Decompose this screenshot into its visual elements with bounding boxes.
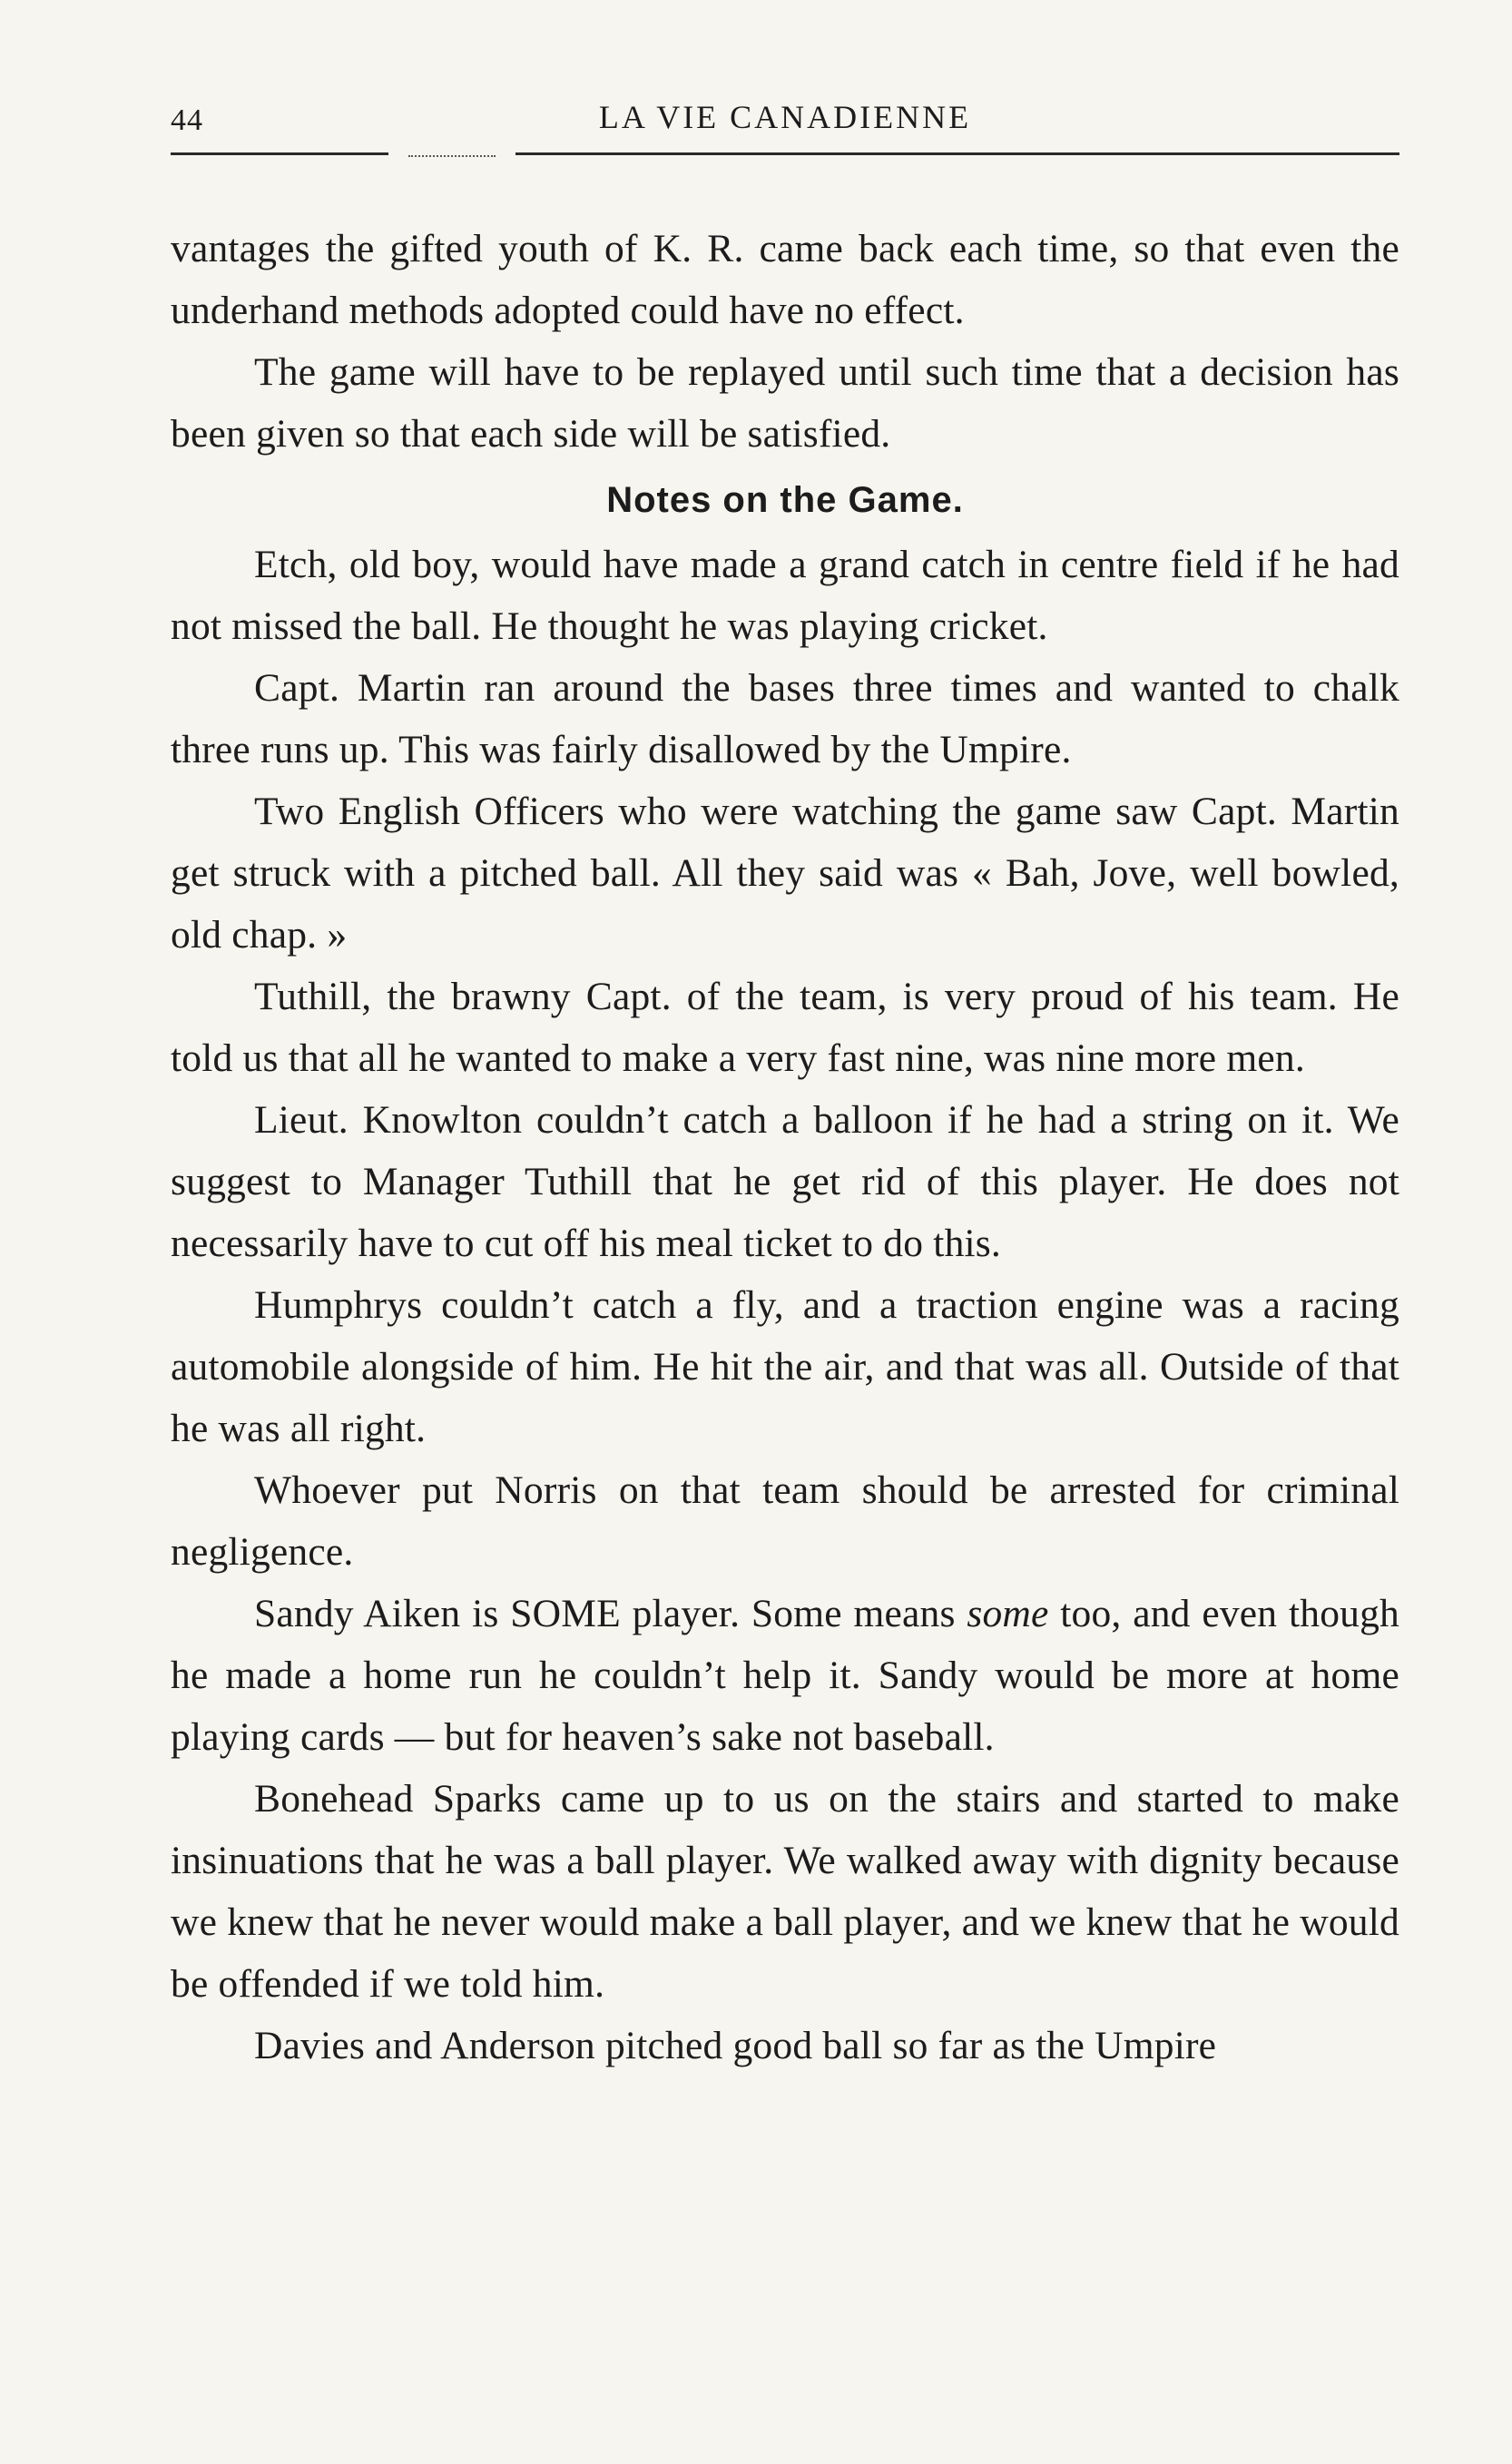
note-bonehead-sparks: Bonehead Sparks came up to us on the stairs and started to make insinuations that he was a ball player. We walked away with dignity because we knew that he never would make a ball player, and we knew that he would be offended if we told him. bbox=[171, 1777, 1399, 2006]
note-knowlton: Lieut. Knowlton couldn’t catch a balloon if he had a string on it. We suggest to Manager Tuthill that he get rid of this player. He does not necessarily have to cut off his meal ticket to do this. bbox=[171, 1098, 1399, 1265]
section-heading: Notes on the Game. bbox=[606, 480, 964, 520]
sandy-text-after: too, and even though he made a home run he couldn’t help it. Sandy would be more at home playing cards — but for heaven’s sake not baseball. bbox=[171, 1592, 1399, 1759]
body-text bbox=[171, 218, 1399, 2076]
sandy-emphasis: some bbox=[967, 1592, 1049, 1635]
note-sandy-aiken bbox=[171, 1583, 1399, 1768]
page-number: 44 bbox=[171, 103, 203, 137]
note-norris: Whoever put Norris on that team should be arrested for criminal negligence. bbox=[171, 1468, 1399, 1574]
page-header bbox=[171, 94, 1399, 158]
note-humphrys: Humphrys couldn’t catch a fly, and a traction engine was a racing automobile alongside of him. He hit the air, and that was all. Outside of that he was all right. bbox=[171, 1283, 1399, 1450]
note-martin-bases: Capt. Martin ran around the bases three times and wanted to chalk three runs up. This was fairly disallowed by the Umpire. bbox=[171, 666, 1399, 771]
note-english-officers: Two English Officers who were watching the game saw Capt. Martin get struck with a pitched ball. All they said was « Bah, Jove, well bowled, old chap. » bbox=[171, 790, 1399, 957]
note-davies-anderson: Davies and Anderson pitched good ball so far as the Umpire bbox=[254, 2024, 1217, 2067]
note-tuthill: Tuthill, the brawny Capt. of the team, is very proud of his team. He told us that all he wanted to make a very fast nine, was nine more men. bbox=[171, 975, 1399, 1080]
header-rule-dotted bbox=[408, 155, 496, 157]
sandy-text-before: Sandy Aiken is SOME player. Some means bbox=[254, 1592, 967, 1635]
header-rule-right bbox=[515, 152, 1399, 155]
note-etch: Etch, old boy, would have made a grand catch in centre field if he had not missed the ball. He thought he was playing cricket. bbox=[171, 543, 1399, 648]
paragraph-replay: The game will have to be replayed until such time that a decision has been given so that each side will be satisfied. bbox=[171, 350, 1399, 456]
paragraph-continued: vantages the gifted youth of K. R. came back each time, so that even the underhand methods adopted could have no effect. bbox=[171, 227, 1399, 332]
header-rule-left bbox=[171, 152, 388, 155]
running-title: LA VIE CANADIENNE bbox=[598, 99, 972, 135]
